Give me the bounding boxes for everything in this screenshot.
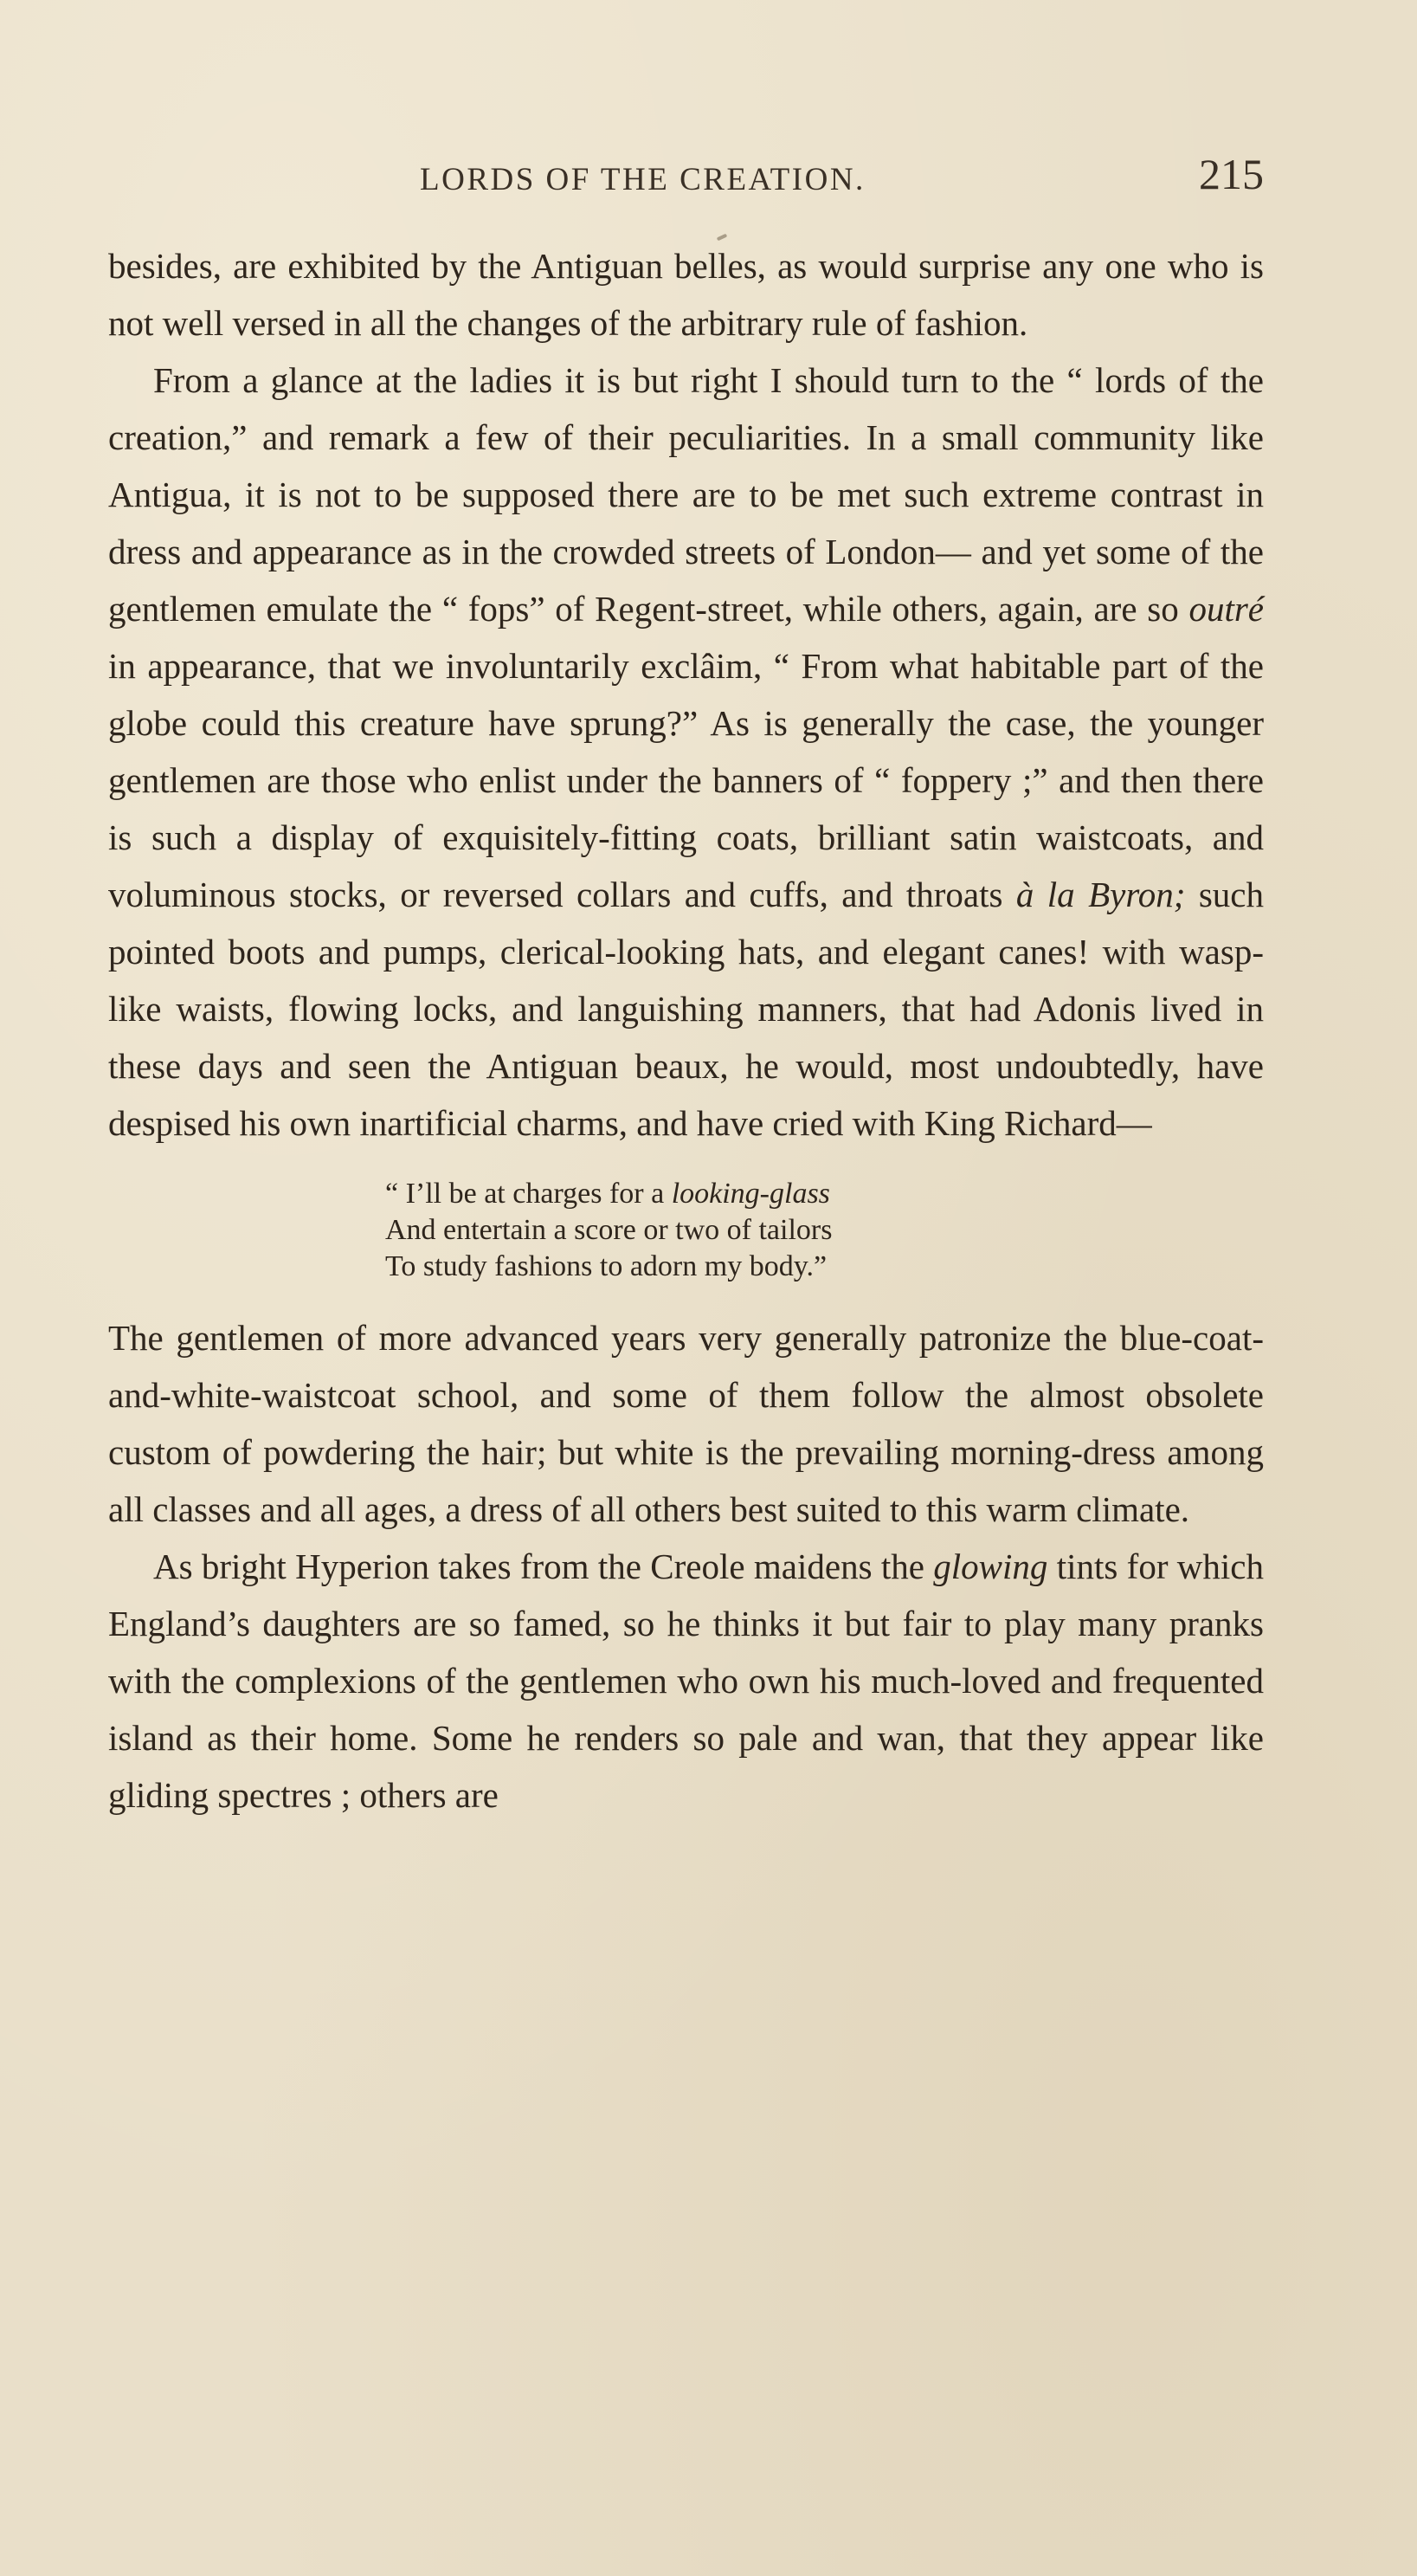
body-text — [108, 237, 1264, 1824]
paragraph-4-italic-glowing: glowing — [933, 1546, 1048, 1586]
verse-line-1-italic: looking-glass — [671, 1178, 830, 1210]
paragraph-1 — [108, 237, 1264, 352]
paragraph-1-text: besides, are exhibited by the Antiguan belles, as would surprise any one who is not well versed in all the changes of the arbitrary rule of fashion. — [108, 246, 1264, 343]
page-number: 215 — [1199, 150, 1264, 198]
page-header — [108, 149, 1264, 210]
verse-spacer-top — [108, 1152, 1264, 1167]
paragraph-3-text: The gentlemen of more advanced years very generally patronize the blue-coat-and-white-waistcoat school, and some of them follow the almost obsolete custom of powdering the hair; but white is the prevailing morning-dress among all classes and all ages, a dress of all others best suited to this warm climate. — [108, 1318, 1264, 1529]
paragraph-4 — [108, 1538, 1264, 1824]
paragraph-2-text-b: in appearance, that we involuntarily exclâim, “ From what habitable part of the globe could this creature have sprung?” As is generally the case, the younger gentlemen are those who enlist under the banners of “ foppery ;” and then there is such a display of exquisitely-fitting coats, brilliant satin waistcoats, and voluminous stocks, or reversed collars and cuffs, and throats — [108, 646, 1264, 914]
verse-line-2: And entertain a score or two of tailors — [385, 1214, 833, 1246]
verse-quotation — [108, 1176, 1264, 1285]
verse-line-3: To study fashions to adorn my body.” — [385, 1250, 828, 1282]
paragraph-4-text-b: tints for which England’s daughters are so famed, so he thinks it but fair to play many pranks with the complexions of the gentlemen who own his much-loved and frequented island as their home. Some he renders so pale and wan, that they appear like gliding spectres ; others are — [108, 1546, 1264, 1815]
paragraph-2-text-c: such pointed boots and pumps, clerical-looking hats, and elegant canes! with wasp-like waists, flowing locks, and languishing manners, that had Adonis lived in these days and seen the Antiguan beaux, he would, most undoubtedly, have despised his own inartificial charms, and have cried with King Richard— — [108, 875, 1264, 1143]
paragraph-2-italic-outre: outré — [1188, 589, 1264, 629]
verse-line-1-text: “ I’ll be at charges for a — [385, 1178, 672, 1210]
verse-line-1 — [385, 1176, 1264, 1212]
paragraph-4-text-a: As bright Hyperion takes from the Creole maidens the — [153, 1546, 934, 1586]
paragraph-2 — [108, 352, 1264, 1152]
paragraph-2-italic-byron: à la Byron; — [1015, 875, 1186, 914]
paragraph-2-text-a: From a glance at the ladies it is but right I should turn to the “ lords of the creation,” and remark a few of their peculiarities. In a small community like Antigua, it is not to be supposed there are to be met such extreme contrast in dress and appearance as in the crowded streets of London— and yet some of the gentlemen emulate the “ fops” of Regent-street, while others, again, are so — [108, 360, 1264, 629]
running-head: LORDS OF THE CREATION. — [420, 162, 866, 197]
verse-spacer-bottom — [108, 1294, 1264, 1309]
paragraph-3 — [108, 1309, 1264, 1538]
